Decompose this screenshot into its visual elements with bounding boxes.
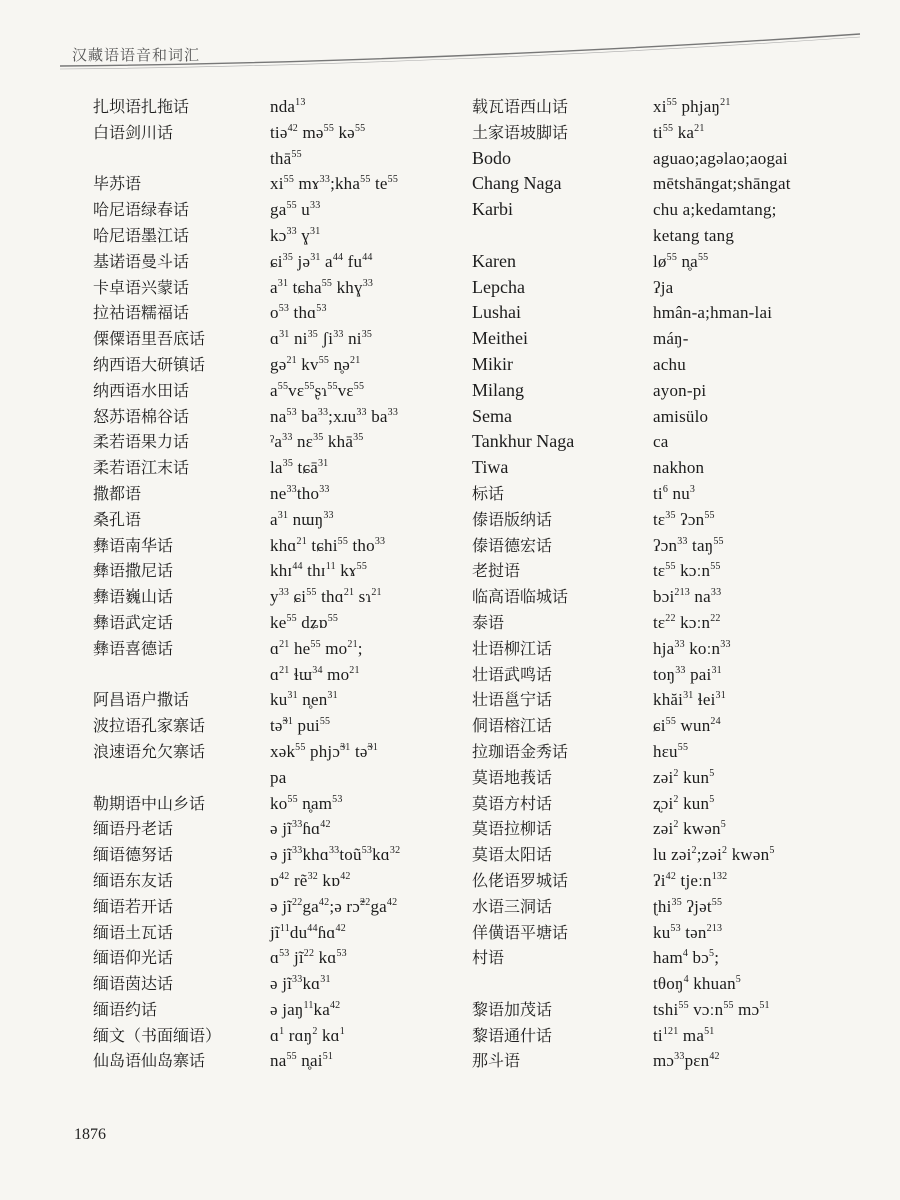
language-name: Milang [472,379,524,400]
language-name: 壮语柳江话 [472,638,553,658]
word-form: ə $jĩ^{33}khɑ^{33}toũ^{53}kɑ^{32}$ [270,845,401,865]
language-name: 彝语武定话 [93,612,174,632]
word-form: zəi$^2$ kwən$^5$ [653,819,726,839]
word-form: hɛu$^{55}$ [653,741,689,761]
word-form: ca [653,432,669,452]
language-name: 缅文（书面缅语） [93,1025,222,1045]
language-name: 载瓦语西山话 [472,97,569,116]
word-form: tɛ$^{22}$ kɔːn$^{22}$ [653,612,721,632]
word-form: mɔ$^{33}$pɛn$^{42}$ [653,1051,720,1071]
word-form: ʈhi$^{35}$ ʔjət$^{55}$ [653,896,723,916]
language-name: 傈僳语里吾底话 [93,329,206,349]
language-name: 莫语方村话 [472,793,553,813]
language-name [93,662,268,688]
word-form: amisülo [653,406,709,426]
language-name: 彝语喜德话 [93,638,174,658]
language-name: 基诺语曼斗话 [93,251,190,271]
language-name: 纳西语大研镇话 [93,354,206,374]
word-form: zəi$^2$ kun$^5$ [653,767,715,787]
language-name: 缅语东友话 [93,870,174,890]
right-form-column [653,94,853,1074]
word-form: ə $jĩ^{22}ga^{42};ə$ $rɔ̃^{22}ga^{42}$ [270,896,398,916]
word-form: ə $jĩ^{33}kɑ^{31}$ [270,974,331,994]
word-form: mētshāngat;shāngat [653,174,791,194]
language-name: 莫语地莪话 [472,767,553,787]
word-form: thā$^{55}$ [270,148,302,168]
language-name: 莫语拉柳话 [472,819,553,839]
language-name: 阿昌语户撒话 [93,690,190,710]
word-form: $ga^{55}$ $u^{33}$ [270,200,321,220]
language-name: 彝语南华话 [93,535,174,555]
word-form: nda$^{13}$ [270,97,306,116]
left-form-column [270,94,470,1074]
word-form: ʔi$^{42}$ tjeːn$^{132}$ [653,870,728,890]
language-name: Mikir [472,353,514,374]
word-form: $ko^{55}$ $n̥am^{53}$ [270,793,343,813]
language-name: 壮语邕宁话 [472,690,553,710]
language-name: 水语三洞话 [472,896,553,916]
language-name: 纳西语水田话 [93,380,190,400]
language-name: 老挝语 [472,561,521,581]
word-form: chu a;kedamtang; [653,200,777,220]
language-name: 哈尼语墨江话 [93,225,190,245]
word-form: $a^{55}vɛ^{55}ʂɿ^{55}vɛ^{55}$ [270,380,365,400]
word-form: $jĩ^{11}du^{44}ɦɑ^{42}$ [270,922,346,942]
language-name: 缅语茵达话 [93,974,174,994]
word-form: $ne^{33}tho^{33}$ [270,483,330,503]
word-form: $ti^6$ $nu^3$ [653,483,696,503]
language-name: 拉祜语糯福话 [93,303,190,323]
word-form: $y^{33}$ ɕi$^{55}$ thɑ$^{21}$ sɿ$^{21}$ [270,587,382,607]
word-form: ʔɔn$^{33}$ taŋ$^{55}$ [653,535,724,555]
language-name: 缅语若开话 [93,896,174,916]
language-name: 彝语撒尼话 [93,561,174,581]
left-language-column [93,94,268,1074]
language-name: Meithei [472,328,528,349]
word-form: toŋ$^{33}$ pai$^{31}$ [653,664,722,684]
language-name: 泰语 [472,612,505,632]
language-name: 壮语武鸣话 [472,664,553,684]
word-form: nakhon [653,458,705,478]
word-form: lu zəi$^2$;zəi$^2$ kwən$^5$ [653,845,775,865]
word-form: $xi^{55}$ phjaŋ$^{21}$ [653,97,731,116]
language-name: 彝语巍山话 [93,587,174,607]
word-form: khɪ$^{44}$ thɪ$^{11}$ kɤ$^{55}$ [270,561,368,581]
word-form: tɛ$^{55}$ kɔːn$^{55}$ [653,561,721,581]
language-name: 佯僙语平塘话 [472,922,569,942]
word-form: $ke^{55}$ dʑɒ$^{55}$ [270,612,339,632]
language-name: 白语剑川话 [93,122,174,142]
language-name: Lepcha [472,276,525,297]
language-name: 莫语太阳话 [472,845,553,865]
language-name: 侗语榕江话 [472,716,553,736]
language-name: 黎语通什话 [472,1025,553,1045]
language-name: 傣语德宏话 [472,535,553,555]
language-name: 柔若语江末话 [93,458,190,478]
word-form: $na^{55}$ $n̥ai^{51}$ [270,1051,334,1071]
language-name: 柔若语果力话 [93,432,190,452]
word-form: ə $jaŋ^{11}ka^{42}$ [270,999,341,1019]
word-form: $a^{31}$ nɯŋ$^{33}$ [270,509,334,529]
word-form: $la^{35}$ tɕā$^{31}$ [270,458,329,478]
language-name: 撒都语 [93,483,142,503]
word-form: ham$^4$ bɔ$^5$; [653,948,720,968]
language-name: 勒期语中山乡话 [93,793,206,813]
word-form: ɕi$^{55}$ wun$^{24}$ [653,716,721,736]
language-name: 浪速语允欠寨话 [93,741,206,761]
word-form: ˀa$^{33}$ nɛ$^{35}$ khā$^{35}$ [270,432,364,452]
word-form: ɑ$^{21}$ $he^{55}$ $mo^{21}$; [270,638,363,658]
word-form: hmân-a;hman-lai [653,303,773,323]
language-name: 怒苏语棉谷话 [93,406,190,426]
word-form: gə$^{21}$ $kv^{55}$ n̥ə$^{21}$ [270,354,361,374]
language-name: 桑孔语 [93,509,142,529]
word-form: ʐɔi$^2$ kun$^5$ [653,793,715,813]
word-form: $a^{31}$ tɕha$^{55}$ khɣ$^{33}$ [270,277,374,297]
word-form: tɛ$^{35}$ ʔɔn$^{55}$ [653,509,715,529]
language-name [472,223,652,249]
language-name: 仫佬语罗城话 [472,870,569,890]
page-number: 1876 [74,1126,106,1143]
language-name: 标话 [472,483,505,503]
language-name [93,146,268,172]
language-name: 缅语德努话 [93,845,174,865]
language-name: 缅语土瓦话 [93,922,174,942]
word-form: kɔ$^{33}$ ɣ$^{31}$ [270,225,321,245]
language-name: 缅语丹老话 [93,819,174,839]
language-name: Chang Naga [472,173,562,194]
language-name: 傣语版纳话 [472,509,553,529]
language-name: 扎坝语扎拖话 [93,97,190,116]
language-name: 卡卓语兴蒙话 [93,277,190,297]
language-name [93,765,268,791]
word-form: ɑ$^{21}$ ɬɯ$^{34}$ $mo^{21}$ [270,664,360,684]
word-form: $ti^{121}$ $ma^{51}$ [653,1025,715,1045]
word-form: $lø^{55}$ $n̥a^{55}$ [653,251,709,271]
language-name: Sema [472,405,512,426]
language-name: 土家语坡脚话 [472,122,569,142]
language-name [472,971,652,997]
word-form: $xi^{55}$ mɤ$^{33}$;kha$^{55}$ $te^{55}$ [270,174,399,194]
word-form: khɑ$^{21}$ tɕhi$^{55}$ tho$^{33}$ [270,535,386,555]
word-form: $ku^{31}$ $n̥en^{31}$ [270,690,338,710]
language-name: 临高语临城话 [472,587,569,607]
word-form: $na^{53}$ $ba^{33};xɹu^{33}$ $ba^{33}$ [270,406,399,426]
word-form: tiə$^{42}$ mə$^{55}$ kə$^{55}$ [270,122,366,142]
language-name: 村语 [472,948,505,968]
word-form: ɑ$^1$ rɑŋ$^2$ kɑ$^1$ [270,1025,345,1045]
word-form: $ku^{53}$ tən$^{213}$ [653,922,723,942]
word-form: tshi$^{55}$ vɔːn$^{55}$ mɔ$^{51}$ [653,999,770,1019]
language-name: 缅语仰光话 [93,948,174,968]
word-form: tθoŋ$^4$ khuan$^5$ [653,974,741,994]
language-name: 仙岛语仙岛寨话 [93,1051,206,1071]
running-header: 汉藏语语音和词汇 [72,46,201,64]
word-form: máŋ- [653,329,689,349]
language-name: Bodo [472,147,512,168]
language-name: 毕苏语 [93,174,142,194]
word-form: ɑ$^{31}$ $ni^{35}$ ʃi$^{33}$ $ni^{35}$ [270,329,373,349]
language-name: 缅语约话 [93,999,158,1019]
language-name: Tiwa [472,457,509,478]
word-form: ʔja [653,277,674,297]
word-form: ayon-pi [653,380,707,400]
language-name: Tankhur Naga [472,431,575,452]
language-name: 波拉语孔家寨话 [93,716,206,736]
word-form: khăi$^{31}$ ɬei$^{31}$ [653,690,726,710]
right-language-column [472,94,652,1074]
word-form: aguao;agəlao;aogai [653,148,788,168]
language-name: Lushai [472,302,521,323]
language-name: 那斗语 [472,1051,521,1071]
word-form: $ti^{55}$ $ka^{21}$ [653,122,705,142]
word-form: ɒ$^{42}$ rẽ$^{32}$ kɒ$^{42}$ [270,870,351,890]
word-form: xək$^{55}$ phjɔ̃$^{31}$ tə̃$^{31}$ [270,741,379,761]
language-name: Karen [472,250,516,271]
word-form: ə $jĩ^{33}ɦɑ^{42}$ [270,819,331,839]
language-name: 黎语加茂话 [472,999,553,1019]
language-name: 拉珈语金秀话 [472,741,569,761]
word-form: hja$^{33}$ koːn$^{33}$ [653,638,731,658]
word-form: pa [270,767,287,787]
language-name: Karbi [472,199,513,220]
word-form: $o^{53}$ thɑ$^{53}$ [270,303,327,323]
word-form: bɔi$^{213}$ $na^{33}$ [653,587,722,607]
word-form: achu [653,354,686,374]
word-form: tə̃$^{31}$ pui$^{55}$ [270,716,331,736]
language-name: 哈尼语绿春话 [93,200,190,220]
word-form: ɕi$^{35}$ jə$^{31}$ $a^{44}$ $fu^{44}$ [270,251,373,271]
word-form: ketang tang [653,225,735,245]
word-form: ɑ$^{53}$ $jĩ^{22}$ kɑ$^{53}$ [270,948,347,968]
header-rule [0,0,900,80]
